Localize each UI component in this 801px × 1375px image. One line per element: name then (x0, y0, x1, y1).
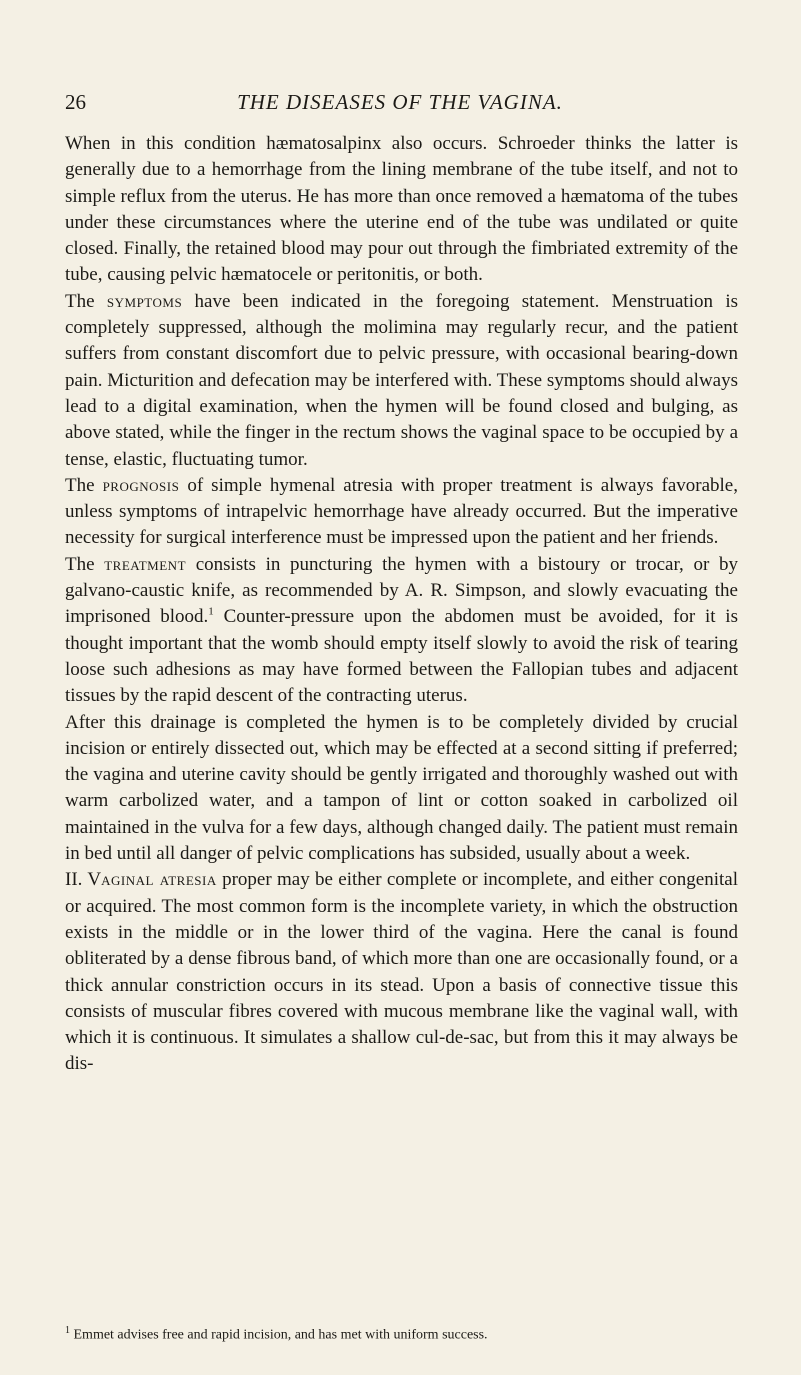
footnote (65, 1322, 738, 1345)
footnote-text: Emmet advises free and rapid incision, and has met with uniform success. (70, 1327, 488, 1343)
paragraph-drainage: After this drainage is completed the hymen is to be completely divided by crucial incision or entirely dissected out, which may be effected at a second sitting if preferred; the vagina and uterine cavity should be gently irrigated and thoroughly washed out with warm carbolized water, and a tampon of lint or cotton soaked in carbolized oil maintained in the vulva for a few days, although changed daily. The patient must remain in bed until all danger of pelvic complications has subsided, usually about a week. (65, 711, 738, 865)
section-keyword-symptoms: symptoms (106, 290, 183, 312)
paragraph-vaginal-atresia (65, 867, 738, 1077)
paragraph-symptoms (65, 289, 738, 473)
paragraph-haematosalpinx: When in this condition hæmatosalpinx also occurs. Schroeder thinks the latter is generally due to a hemorrhage from the lining membrane of the tube itself, and not to simple reflux from the uterus. He has more than once removed a hæmatoma of the tubes under these circumstances where the uterine end of the tube was undilated or quite closed. Finally, the retained blood may pour out through the fimbriated extremity of the tube, causing pelvic hæmatocele or peritonitis, or both. (65, 133, 738, 286)
section-keyword-vaginal-atresia: aginal atresia (101, 869, 217, 891)
paragraph-body: proper may be either complete or incomplete, and either congenital or acquired. The most common form is the incomplete variety, in which the obstruction exists in the middle or in the lower third of the vagina. Here the canal is found obliterated by a dense fibrous band, of which more than one are occasionally found, or a thick annular constriction occurs in its stead. Upon a basis of connective tissue this consists of muscular fibres covered with mucous membrane like the vaginal wall, with which it is continuous. It simulates a shallow cul-de-sac, but from this it may always be dis- (65, 869, 738, 1075)
footnote-marker: 1 (65, 1325, 70, 1336)
page-number: 26 (65, 90, 86, 114)
section-keyword-prognosis: prognosis (102, 474, 180, 496)
paragraph-lead: II. V (65, 869, 102, 891)
running-head (65, 90, 735, 118)
running-title: THE DISEASES OF THE VAGINA. (237, 90, 563, 114)
paragraph-body-continued: Counter-pressure upon the abdomen must be avoided, for it is thought important that the womb should empty itself slowly to avoid the risk of tearing loose such adhesions as may have formed between the Fallopian tubes and adjacent tissues by the rapid descent of the contracting uterus. (65, 606, 738, 707)
paragraph-body: consists in puncturing the hymen with a bistoury or trocar, or by galvano-caustic knife, as recommended by A. R. Simpson, and slowly evacuating the imprisoned blood. (65, 553, 738, 628)
paragraph-lead: The (65, 290, 107, 312)
footnote-reference[interactable]: 1 (208, 606, 214, 619)
paragraph-body: have been indicated in the foregoing statement. Menstruation is completely suppressed, although the molimina may regularly recur, and the patient suffers from constant discomfort due to pelvic pressure, with occasional bearing-down pain. Micturition and defecation may be interfered with. These symptoms should always lead to a digital examination, when the hymen will be found closed and bulging, as above stated, while the finger in the rectum shows the vaginal space to be occupied by a tense, elastic, fluctuating tumor. (65, 290, 738, 470)
paragraph-body: of simple hymenal atresia with proper treatment is always favorable, unless symptoms of intrapelvic hemorrhage have already occurred. But the imperative necessity for surgical interference must be impressed upon the patient and her friends. (65, 474, 738, 549)
paragraph-treatment (65, 552, 738, 710)
body-text (65, 131, 738, 1078)
section-keyword-treatment: treatment (104, 553, 187, 575)
paragraph-lead: The (65, 553, 105, 575)
paragraph-lead: The (65, 474, 103, 496)
paragraph-prognosis (65, 473, 738, 552)
